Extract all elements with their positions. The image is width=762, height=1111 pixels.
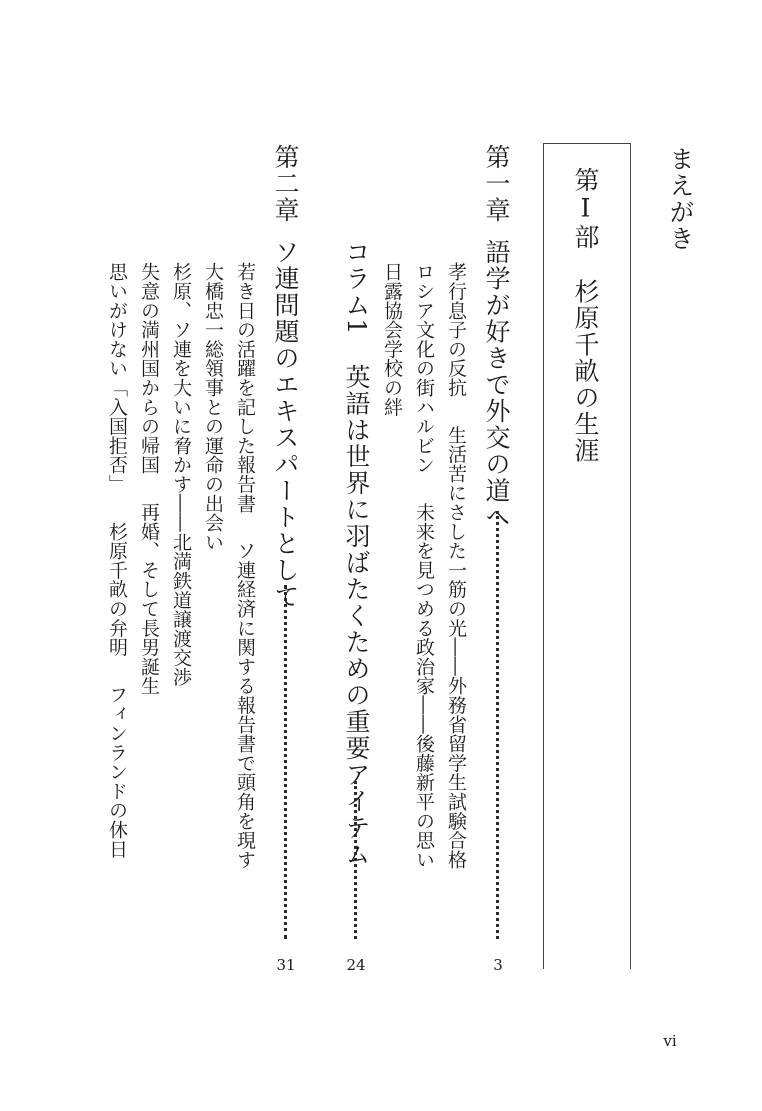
chapter1-title[interactable]: 語学が好きで外交の道へ — [482, 239, 511, 531]
chapter2-title[interactable]: ソ連問題のエキスパートとして — [271, 239, 300, 610]
part-title: 杉原千畝の生涯 — [571, 278, 600, 464]
column1-label: コラム1 — [342, 239, 371, 336]
chapter2-page-number: 31 — [276, 956, 296, 974]
chapter1-section-line-1: 孝行息子の反抗生活苦にさした一筋の光――外務省留学生試験合格 — [445, 262, 467, 870]
chapter1-leader-dots — [496, 511, 499, 939]
chapter2-leader-dots — [284, 585, 287, 939]
page-folio: vi — [663, 1032, 677, 1050]
chapter1-section-line-3: 日露協会学校の絆 — [381, 262, 403, 417]
part-heading[interactable] — [573, 167, 598, 464]
chapter2-section-line-5: 思いがけない「入国拒否」杉原千畝の弁明フィンランドの休日 — [106, 262, 128, 859]
chapter2-section-line-1: 若き日の活躍を記した報告書ソ連経済に関する報告書で頭角を現す — [234, 262, 256, 870]
column1-leader-dots — [354, 781, 357, 939]
column1-heading[interactable] — [344, 239, 369, 867]
chapter2-section-line-4: 失意の満州国からの帰国再婚、そして長男誕生 — [138, 262, 160, 696]
column1-title: 英語は世界に羽ばたくための重要アイテム — [342, 363, 371, 868]
chapter1-section-line-2: ロシア文化の街ハルビン未来を見つめる政治家――後藤新平の思い — [413, 262, 435, 870]
chapter2-number: 第二章 — [271, 144, 300, 224]
chapter2-section-line-3: 杉原、ソ連を大いに脅かす――北満鉄道譲渡交渉 — [170, 262, 192, 687]
part-number: 第Ⅰ部 — [571, 167, 600, 251]
chapter1-number: 第一章 — [482, 144, 511, 224]
chapter1-page-number: 3 — [493, 956, 503, 974]
chapter2-section-line-2: 大橋忠一総領事との運命の出会い — [202, 262, 224, 552]
column1-page-number: 24 — [346, 956, 366, 974]
preface-title: まえがき — [666, 146, 695, 252]
preface-entry[interactable] — [668, 146, 693, 252]
